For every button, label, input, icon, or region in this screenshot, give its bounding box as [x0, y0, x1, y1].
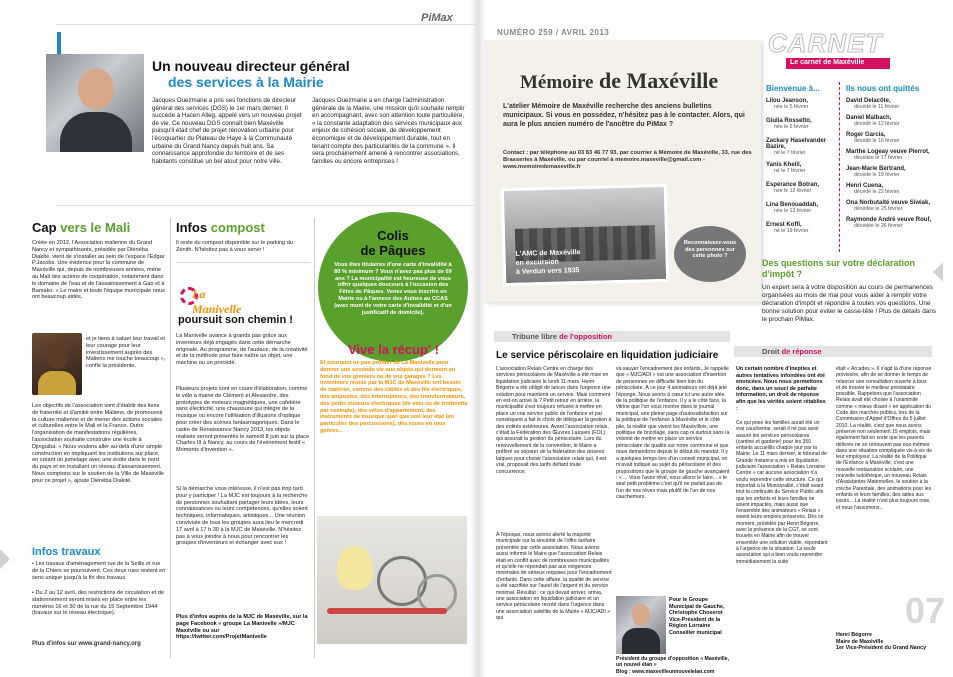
col-divider-1: [170, 218, 171, 658]
compost-rule: [176, 262, 310, 263]
quittes-entry: [846, 166, 950, 183]
quittes-name: Jean-Marie Bertrand,: [846, 166, 906, 172]
bienvenue-title: Bienvenue à...: [766, 84, 820, 93]
bienvenue-entry: [766, 118, 838, 138]
tribune-sig: [669, 597, 733, 637]
travaux-item-2-text: Du 2 au 12 avril, des restrictions de circulation et de stationnement seront mises en place entre les numéros 16 et 30 de la rue du 15 Septembre 1944 (travaux sur le réseau électrique).: [32, 590, 164, 617]
bienvenue-entry: [766, 182, 838, 202]
compost-title-a: Infos: [176, 220, 208, 235]
bienvenue-name: Espérance Botran,: [766, 182, 820, 188]
quittes-date: décédée le 25 février: [854, 206, 903, 212]
travaux-item-1: • Les travaux d'aménagement rue de la Seille et rue de la Chiers se poursuivent. Ces deux rues restent en sens unique jusqu'à la fin des travaux.: [32, 561, 166, 581]
tribune-sig-5: Président du groupe d'opposition « Maxéville, un nouvel élan »: [616, 656, 730, 669]
quittes-list: [846, 98, 950, 234]
travaux-footer: Plus d'infos sur www.grand-nancy.org: [32, 641, 141, 647]
bienvenue-list: [766, 98, 838, 242]
manivelle-body2: Plusieurs projets sont en cours d'élaboration, comme le vélo à maine de Clément et Alexandre, des prototypes de moteurs magnétiques, une cafetière sans électricité, une chaussure qui intègre de la musique ou encore l'utilisation d'illusions d'optique pour créer des scènes fantasmagoriques. Dans le cadre de Renaissance Nancy 2013, les objets réalisés seront présentés le samedi 8 juin sur la place Charles III à Nancy, au cours de l'événement festif « Moments d'invention ».: [176, 386, 310, 454]
bienvenue-entry: [766, 202, 838, 222]
carnet-divider: [839, 82, 840, 252]
memoire-contact[interactable]: Contact : par téléphone au 03 83 46 77 93, par courrier à Mémoire de Maxéville, 33, rue des Brasseries à Maxéville, ou par courriel à memoire.maxeville@gmail.com - www.memoiredemaxeville.fr: [503, 150, 752, 171]
issue-number: NUMÉRO 259 / AVRIL 2013: [497, 28, 610, 37]
bienvenue-entry: [766, 138, 838, 162]
quittes-name: Roger Garcia,: [846, 132, 886, 138]
travaux-title: Infos travaux: [32, 546, 101, 558]
reponse-label-a: Droit: [762, 347, 780, 356]
director-title-2: des services à la Mairie: [168, 74, 324, 90]
bienvenue-date: née le 12 février: [774, 188, 812, 194]
tribune-col1: L'association Relais Centre en charge des services périscolaires de Maxéville a été mise en liquidation judiciaire le lundi 11 mars. Henri Bégorre a été obligé de lancer dans l'urgence une solution pour maintenir un service. Mais comment en est-on arrivé là ? Petit retour en arrière, la municipalité s'est toujours refusée à mettre en place un vrai service public de l'enfance et par conséquent a fait le choix de déléguer la gestion à des entités extérieures. Avant l'association relais, c'était la Fédération des Œuvres Laïques (FOL) qui assurait la gestion du périscolaire. Lors du renouvellement de la convention, le Maire a préféré se séparer de la fédération des œuvres laïques pour choisir l'association relais qui, il est vrai, proposait des tarifs défiant toute concurrence.: [496, 366, 612, 475]
bienvenue-date: née le 6 février: [774, 124, 809, 130]
impot-body: Un expert sera à votre disposition au cours de permanences organisées au mois de mai pour vous aider à remplir votre déclaration d'impôt et répondre à toutes vos questions. Une bonne solution pour éviter le casse-tête ! Plus de détails dans le prochain PiMax.: [762, 284, 937, 323]
bienvenue-name: Ernest Koffi,: [766, 222, 802, 228]
recup-body: Et pourquoi ne pas profiter de La Manivelle pour donner une seconde vie aux objets qui dorment au fond de vos greniers ou de vos garages ? Les inventeurs réunis par la MJC de Maxéville ont besoin de matériel, comme des câbles et des fils électriques, des ampoules, des interrupteurs, des transformateurs, des petits moteurs électriques (de vélo ou de trottinette par exemple), des vélos d'appartement, des instruments de musique quel que soit leur état (en particulier des percussions), des roues en tous genres...: [320, 360, 468, 434]
mali-p1: Créée en 2012, l'Association malienne du Grand Nancy et sympathisants, présidée par Diénéba Diakité, vient de s'installer au sein de l'espace l'Edgar P.Jacobs. Une évidence pour la commune de Maxéville qui, depuis de nombreuses années, mène au Mali des actions de coopération, notamment dans le domaine de l'eau et de l'assainissement à Gao et à Bamako. « Le maire et toute l'équipe municipale nous ont beaucoup aidés,: [32, 240, 165, 301]
quittes-name: Daniel Malbach,: [846, 115, 892, 121]
portrait-head: [78, 68, 114, 110]
tribune-sig-1: Pour le Groupe Municipal de Gauche,: [669, 597, 725, 610]
quittes-name: Henri Cuena,: [846, 183, 884, 189]
carnet-title: CARNET: [768, 28, 883, 58]
quittes-name: Ona Norbutaité veuve Siwiak,: [846, 200, 931, 206]
quittes-entry: [846, 132, 950, 149]
memoire-title: [520, 68, 718, 94]
tribune-title: Le service périscolaire en liquidation judiciaire: [496, 350, 719, 361]
memoire-caption-2: en excursion: [515, 258, 559, 267]
reponse-label: [762, 347, 822, 356]
director-bottom-rule: [56, 205, 476, 206]
bienvenue-name: Zackary Haselvander Bazire,: [766, 138, 827, 150]
bienvenue-entry: [766, 162, 838, 182]
memoire-bubble-text: Reconnaissez-vous des personnes sur cette photo ?: [683, 240, 737, 260]
bienvenue-entry: [766, 222, 838, 242]
compost-title: [176, 220, 265, 235]
travaux-arrow: [0, 549, 10, 569]
tribune-sig-4: Conseiller municipal: [669, 629, 722, 636]
memoire-caption-1: L'AMC de Maxéville: [515, 249, 581, 258]
mali-title-b: vers le Mali: [60, 220, 131, 235]
portrait-body: [60, 112, 132, 152]
col-divider-2: [314, 218, 315, 658]
header-rule-left: [56, 24, 476, 25]
memoire-title-b: de Maxéville: [599, 68, 719, 93]
quittes-name: Raymonde André veuve Rouf,: [846, 217, 932, 223]
quittes-entry: [846, 149, 950, 166]
quittes-entry: [846, 200, 950, 217]
reponse-col1: Ce qui pose les familles aurait été un vrai cauchemar, serait-il ne pas avoir assuré les services périscolaires (cantine et garderie) pour les 350 enfants accueillis chaque jour par la Mairie. Le 11 mars dernier, le tribunal de Grande Instance a mis en liquidation judiciaire l'association « Relais Lorraine Centre » car aucune association n'a voulu reprendre cette structure. Ce qui importait à la Municipalité, c'était avant tout la continuité du Service Public afin que les enfants et leurs familles ne soient impactés, mais aussi que l'ensemble des animateurs « Relais » soient leurs emplois préservés. Dès ce moment, présidés par Henri Bégorre, avec la présence de la CGT, se sont trouvés en Mairie afin de trouver ensemble une solution viable, répondant à l'urgence de la situation. La seule association qui a bien voulu reprendre immédiatement la suite: [736, 420, 828, 565]
tribune-sig-face: [632, 604, 650, 626]
travaux-item-1-text: Les travaux d'aménagement rue de la Seille et rue de la Chiers se poursuivent. Ces deux rues restent en sens unique jusqu'à la fin des travaux.: [32, 561, 166, 581]
manivelle-links[interactable]: Plus d'infos auprès de la MJC de Maxéville, sur la page Facebook « groupe La Manivelle »/MJC Maxéville ou sur https://twitter.com/ProjetManivelle: [176, 614, 308, 641]
bienvenue-date: née le 5 février: [774, 104, 809, 110]
mali-p2: et je tiens à saluer leur travail et leur courage pour leur investissement auprès des Maliens me touche beaucoup », confie la présidente.: [86, 336, 166, 370]
manivelle-logo: [180, 283, 254, 316]
reponse-col2: était « Arcades ». Il s'agit là d'une réponse provisoire, afin de se donner le temps de relancer une consultation ouverte à tous et de trouver le meilleur prestataire possible. Rappelons que l'association Relais avait été choisie à l'unanimité comme « mieux disant » en application du Code des marchés publics, lors de la Commission d'Appel d'Offres du 5 juillet 2010. La réalité, c'est que nous avons préservé non seulement 15 emplois, mais également fait en sorte que les parents délivrés ne se retrouvent pas eux-mêmes dans une situation compliquée vis-à-vis de leur employeur. La réalité de la Politique de l'Enfance à Maxéville, c'est une nouvelle restauration scolaire, une nouvelle ludothèque, un nouveau Relais d'Assistantes Maternelles, le soutien à la crèche Parentale, des animations pour les enfants et leurs familles, des aides aux loisirs... La réalité n'est plus toujours rose, et nous l'assumons...: [836, 366, 932, 511]
colis-title-1: Colis: [377, 228, 409, 243]
bienvenue-entry: [766, 98, 838, 118]
quittes-name: Marthe Logeay veuve Pierrot,: [846, 149, 930, 155]
director-title-1: Un nouveau directeur général: [152, 58, 350, 74]
carnet-subtitle: Le carnet de Maxéville: [790, 59, 865, 66]
memoire-intro: L'atelier Mémoire de Maxéville recherche des anciens bulletins municipaux. Si vous en possédez, n'hésitez pas à le contacter. Alors, qui aura le plus ancien numéro de l'ancêtre du PiMax ?: [503, 103, 745, 128]
manivelle-logo-text: La Manivelle: [192, 287, 242, 316]
reponse-sig-2: Maire de Maxéville: [836, 638, 884, 645]
quittes-title: Ils nous ont quittés: [846, 84, 920, 93]
bienvenue-name: Lina Benouaddah,: [766, 202, 819, 208]
quittes-date: décédé le 12 février: [854, 121, 900, 127]
mali-title-a: Cap: [32, 220, 57, 235]
reponse-sig-1: Henri Bégorre: [836, 632, 872, 638]
quittes-date: décédé le 22 février: [854, 189, 900, 195]
quittes-name: David Delacôte,: [846, 98, 891, 104]
bienvenue-name: Yanis Khelil,: [766, 162, 802, 168]
tribune-col1b: À l'époque, nous avions alerté la majorité municipale sur la sincérité de l'offre tarifaire présentée par cette association. Nous avions aussi informé le Maire que l'association Relais était en conflit avec de nombreuses municipalités et qu'elle ne répondait pas aux exigences minimales de sérieux requises pour l'encadrement d'enfants. Dans cette affaire, la qualité de service a été sacrifiée sur l'autel de l'argent et du service minimal. Résultat : ce qui devait arriver, arriva, une association en liquidation judiciaire et un service périscolaire recréé dans l'urgence dans une association satellite de la Mairie « MJC/ADI » qui: [496, 532, 612, 622]
travaux-item-2: • Du 2 au 12 avril, des restrictions de circulation et de stationnement seront mises en place entre les numéros 16 et 30 de la rue du 15 Septembre 1944 (travaux sur le réseau électrique).: [32, 590, 164, 617]
director-col2: Jacques Ouezmane a en charge l'administration générale de la Mairie, une mission qu'il souhaite remplir en accompagnant, avec son attention toute particulière, « la constante adaptation des services municipaux aux enjeux de cohésion sociale, de développement économique et de développement durable, tout en tenant compte des particularités de la commune ». Il sera prochainement amené à rencontrer associations, familles ou encore entreprises !: [312, 97, 465, 165]
bienvenue-name: Giulia Rossetto,: [766, 118, 812, 124]
quittes-date: décédé le 16 février: [854, 138, 900, 144]
recup-cable: [327, 608, 447, 614]
bienvenue-date: né le 19 février: [774, 228, 809, 234]
memoire-caption-3: à Verdun vers 1935: [515, 267, 580, 276]
tribune-sig-3: Vice-Président de la Région Lorraine: [669, 616, 721, 630]
tribune-sig-photo: [616, 596, 666, 654]
page-fold-shadow: [470, 0, 486, 677]
memoire-photo: [501, 184, 670, 286]
quittes-date: décédé le 19 février: [854, 172, 900, 178]
director-col1: Jacques Ouezmane a pris ses fonctions de directeur général des services (DGS) le 1er mars dernier. Il succède à Hacen Alleg, appelé vers un nouveau projet de vie. Ce nouveau DGS connaît bien Maxéville puisqu'il était chef de projet rénovation urbaine pour l'écoquartier du Plateau de Haye à la Communauté urbaine du Grand Nancy depuis huit ans. Sa connaissance approfondie du territoire et de ses habitants constitue un bel atout pour notre ville.: [152, 97, 302, 165]
quittes-entry: [846, 98, 950, 115]
bienvenue-date: né le 7 février: [774, 150, 806, 156]
mali-photo-face: [46, 343, 68, 369]
bienvenue-date: né le 7 février: [774, 168, 806, 174]
quittes-entry: [846, 217, 950, 234]
tribune-col2: va sauver l'encadrement des enfants. Je rappelle que « MJC/ADI » est une association d'insertion de personnes en difficulté bien loin du périscolaire. À ce jour 4 animateurs ont déjà jeté l'éponge. Nous avons à cœur ici une autre idée de la politique de l'enfance. Il y a le côté face, la vitrine que l'on vous montre dans le journal municipal, une pleine page d'autosatisfaction sur la politique de l'enfance à Maxéville et le côté pile, la réalité que vivent les Maxévillois, une politique de bricolage, sans cap ni surtout sans la volonté de mettre en place un service périscolaire de qualité sur notre commune et que nous demandons depuis le début du mandat. Il y a quelques temps lors d'un conseil municipal, on m'avait indiqué au sujet du périscolaire et des propositions que le groupe de gauche avançaient : « ... Vous l'avez rêvé, nous allons le faire... » le seul petit problème c'est qu'il ne parlait pas de l'un de nos rêves mais plutôt de l'un de nos cauchemars.: [616, 366, 730, 501]
bienvenue-date: née le 13 février: [774, 208, 812, 214]
recup-lamp: [337, 546, 373, 590]
impot-title: Des questions sur votre déclaration d'impôt ?: [762, 258, 916, 279]
tribune-sig-suit: [622, 628, 660, 654]
memoire-title-a: Mémoire: [520, 72, 594, 93]
manivelle-body3: Si la démarche vous intéresse, il n'est pas trop tard pour y participer ! La MJC est toujours à la recherche de personnes souhaitant partager leurs idées, leurs connaissances ou leurs compétences, qu'elles soient techniques, informatiques, artistiques... Une réunion conviviale de tous les groupes aura lieu le mercredi 17 avril à 17 h 30 à la MJC de Maxéville. N'hésitez pas à vous joindre à nous pour rencontrer les groupes d'inventeurs et échanger avec eux !: [176, 486, 308, 547]
reponse-sig: [836, 632, 932, 652]
memoire-bubble: [674, 226, 746, 282]
reponse-label-b: de réponse: [781, 347, 822, 356]
mali-p3: Les objectifs de l'association sont d'établir des liens de fraternité et d'amitié entre Maliens, de promouvoir la culture malienne et de mener des actions sociales et culturelles entre le Mali et la France. Outre l'organisation de manifestations régulières, l'association souhaite construire une école à Djinguiba. « Nous voulons aller au-delà d'une simple construction en impliquant les institutions sur place, en créant un jumelage avec une école dans le nord du pays et en installant un réseau d'assainissement. Nous comptons sur le soutien de la Ville de Maxéville pour ce projet », ajoute Diénéba Diakité.: [32, 403, 165, 484]
reponse-sig-3: 1er Vice-Président du Grand Nancy: [836, 645, 927, 652]
recup-photo: [317, 516, 467, 644]
tribune-label-b: de l'opposition: [559, 332, 613, 341]
tribune-blog[interactable]: Blog : www.maxevilleunnouvelelan.com: [616, 669, 715, 675]
manivelle-body1: La Manivelle avance à grands pas grâce aux inventeurs déjà engagés dans cette démarche originale. Au programme, de l'audace, de la créativité et de la méthode pour faire naître un objet, une machine ou un procédé.: [176, 333, 308, 367]
quittes-date: décédée le 17 février: [854, 155, 903, 161]
manivelle-title: poursuit son chemin !: [178, 314, 293, 326]
tribune-sig-2: Christophe Choserot: [669, 610, 723, 617]
compost-body: Il reste du compost disponible sur le parking du Zénith. N'hésitez pas à vous servir !: [176, 240, 293, 253]
colis-body: Vous êtes titulaires d'une carte d'invalidité à 80 % minimum ? Vous n'avez pas plus de 69 ans ? La municipalité est heureuse de vous offrir quelques douceurs à l'occasion des Fêtes de Pâques. Venez vous inscrire en Mairie ou à l'annexe des Aulnes au CCAS (avec muni de votre carte d'invalidité et d'un justificatif de domicile).: [334, 262, 452, 316]
reponse-col1-bold: Un certain nombre d'inepties et autres tentatives infondées ont été énoncées. Nous nous permettons donc, dans un souci de parfaite information, un droit de réponse afin que les vérités soient rétablies :: [736, 366, 826, 412]
director-photo: [46, 54, 144, 152]
page-number: 07: [905, 590, 946, 631]
tribune-label: [512, 332, 612, 341]
quittes-entry: [846, 115, 950, 132]
tribune-label-a: Tribune libre: [512, 332, 558, 341]
compost-title-b: compost: [210, 220, 265, 235]
colis-title-2: de Pâques: [360, 243, 426, 258]
recup-title: Vive la récup' !: [348, 342, 440, 357]
mali-title: [32, 220, 130, 235]
mali-photo: [32, 333, 82, 395]
bienvenue-name: Lilou Jeanson,: [766, 98, 809, 104]
impot-arrow: [933, 262, 943, 282]
quittes-date: décédée le 26 février: [854, 223, 903, 229]
quittes-entry: [846, 183, 950, 200]
quittes-date: décédé le 11 février: [854, 104, 900, 110]
brand-logo: PiMax: [421, 12, 453, 24]
mali-photo-dress: [38, 371, 76, 395]
